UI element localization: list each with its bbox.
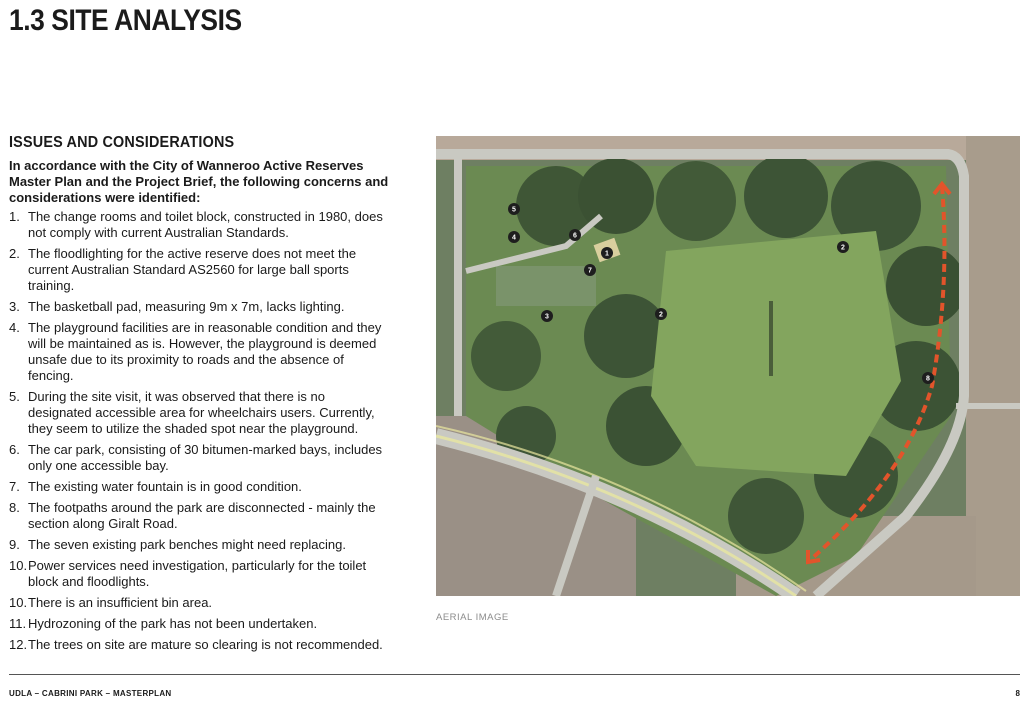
issue-number: 7. — [9, 479, 20, 494]
svg-text:2: 2 — [659, 311, 663, 319]
issue-item — [9, 442, 389, 474]
issue-text: The existing water fountain is in good condition. — [28, 479, 302, 494]
map-marker-5 — [508, 203, 520, 215]
issue-text: Power services need investigation, particularly for the toilet block and floodlights. — [28, 558, 367, 589]
issue-item — [9, 616, 389, 632]
issue-text: The trees on site are mature so clearing is not recommended. — [28, 637, 383, 652]
issue-text: The playground facilities are in reasonable condition and they will be maintained as is. However, the playground is deemed unsafe due to its proximity to roads and the absence of fencing. — [28, 320, 382, 383]
issue-number: 12. — [9, 637, 28, 652]
issue-item — [9, 637, 389, 653]
map-marker-1 — [601, 247, 613, 259]
intro-paragraph: In accordance with the City of Wanneroo Active Reserves Master Plan and the Project Brief, the following concerns and considerations were identified: — [9, 158, 389, 205]
issue-text: The basketball pad, measuring 9m x 7m, lacks lighting. — [28, 299, 345, 314]
issue-text: The car park, consisting of 30 bitumen-marked bays, includes only one accessible bay. — [28, 442, 383, 473]
svg-text:5: 5 — [512, 206, 516, 214]
issue-number: 11. — [9, 616, 27, 631]
section-heading: ISSUES AND CONSIDERATIONS — [9, 134, 235, 151]
issue-text: The footpaths around the park are disconnected - mainly the section along Giralt Road. — [28, 500, 376, 531]
issue-number: 2. — [9, 246, 20, 261]
issue-item — [9, 246, 389, 294]
map-marker-2 — [837, 241, 849, 253]
issue-item — [9, 209, 389, 241]
issue-item — [9, 595, 389, 611]
svg-text:6: 6 — [573, 232, 577, 240]
map-marker-2 — [655, 308, 667, 320]
issue-number: 4. — [9, 320, 20, 335]
issue-number: 5. — [9, 389, 20, 404]
issue-item — [9, 500, 389, 532]
svg-text:2: 2 — [841, 244, 845, 252]
issue-number: 8. — [9, 500, 20, 515]
issue-item — [9, 389, 389, 437]
issue-text: The change rooms and toilet block, constructed in 1980, does not comply with current Australian Standards. — [28, 209, 383, 240]
map-marker-3 — [541, 310, 553, 322]
aerial-map-illustration — [436, 136, 1020, 596]
aerial-image — [436, 136, 1020, 596]
footer-divider — [9, 674, 1020, 675]
footer-document-title: UDLA – CABRINI PARK – MASTERPLAN — [9, 689, 172, 698]
svg-text:4: 4 — [512, 234, 516, 242]
map-marker-8 — [922, 372, 934, 384]
svg-text:1: 1 — [605, 250, 609, 258]
page-number: 8 — [1015, 689, 1020, 698]
issue-text: The seven existing park benches might need replacing. — [28, 537, 346, 552]
map-marker-7 — [584, 264, 596, 276]
issue-number: 10. — [9, 595, 28, 610]
page-title: 1.3 SITE ANALYSIS — [9, 4, 242, 37]
issues-list — [9, 209, 389, 653]
image-caption: AERIAL IMAGE — [436, 612, 509, 623]
svg-text:3: 3 — [545, 313, 549, 321]
issue-number: 10. — [9, 558, 28, 573]
svg-text:7: 7 — [588, 267, 592, 275]
map-marker-4 — [508, 231, 520, 243]
issue-text: Hydrozoning of the park has not been undertaken. — [28, 616, 318, 631]
issue-number: 9. — [9, 537, 20, 552]
issue-text: There is an insufficient bin area. — [28, 595, 213, 610]
issue-text: During the site visit, it was observed that there is no designated accessible area for wheelchairs users. Currently, they seem to utilize the shaded spot near the playground. — [28, 389, 375, 436]
issue-number: 1. — [9, 209, 20, 224]
issues-column — [9, 134, 389, 658]
issue-item — [9, 558, 389, 590]
issue-item — [9, 320, 389, 384]
issue-item — [9, 537, 389, 553]
issue-text: The floodlighting for the active reserve does not meet the current Australian Standard AS2560 for large ball sports training. — [28, 246, 357, 293]
svg-text:8: 8 — [926, 375, 930, 383]
issue-number: 3. — [9, 299, 20, 314]
issue-item — [9, 479, 389, 495]
issue-item — [9, 299, 389, 315]
map-marker-6 — [569, 229, 581, 241]
issue-number: 6. — [9, 442, 20, 457]
